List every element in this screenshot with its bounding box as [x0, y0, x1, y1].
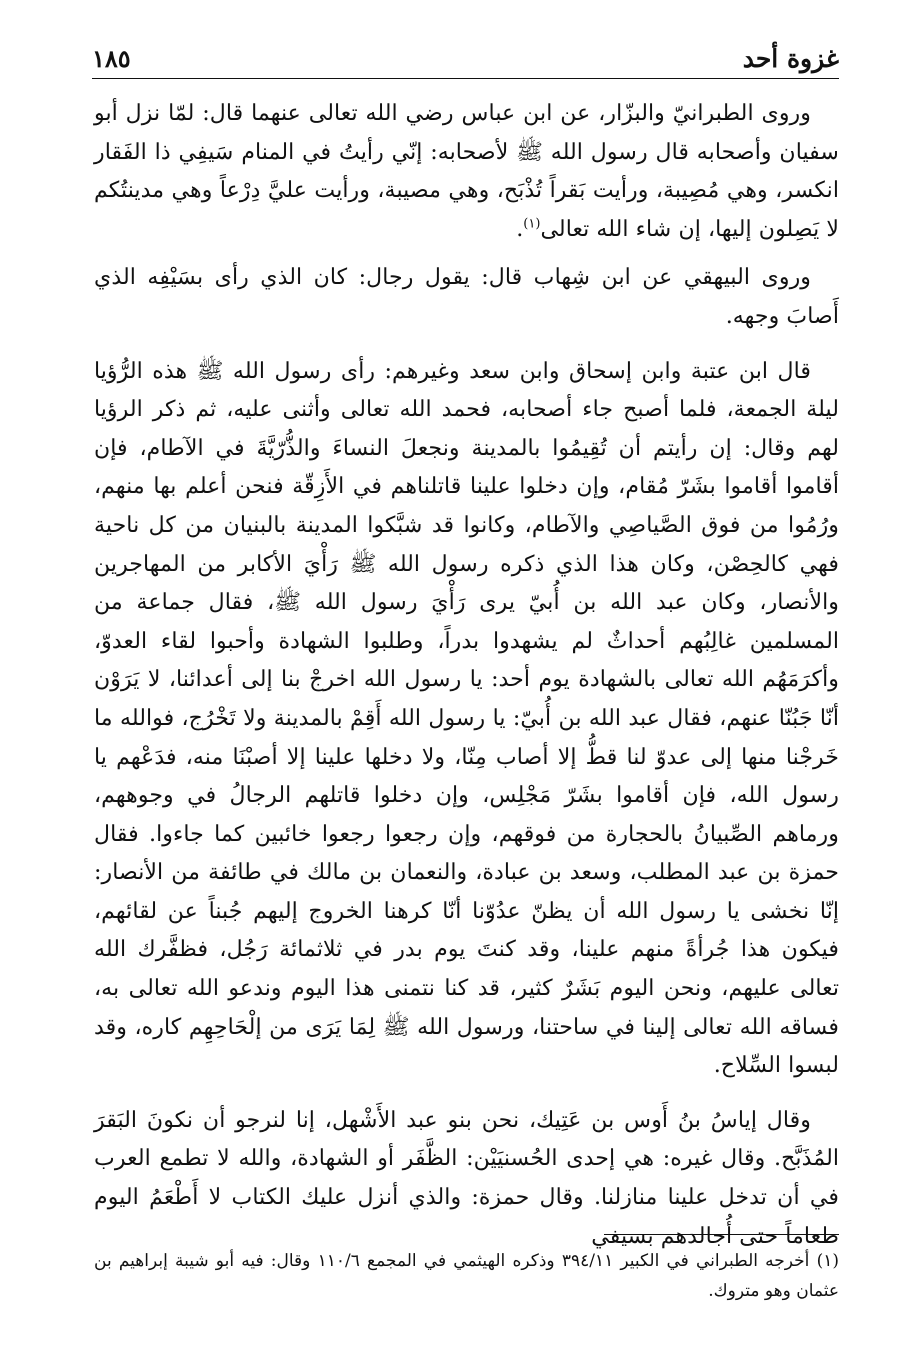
- footnote-marker: (١): [523, 216, 541, 232]
- footnote-separator: [604, 1234, 839, 1235]
- main-text: [94, 94, 839, 1265]
- page-number: ١٨٥: [92, 44, 131, 73]
- paragraph-3: قال ابن عتبة وابن إسحاق وابن سعد وغيرهم: رأى رسول الله ﷺ هذه الرُّؤيا ليلة الجمعة، فلما أصبح جاء أصحابه، فحمد الله تعالى وأثنى عليه، ثم ذكر الرؤيا لهم وقال: إن رأيتم أن تُقِيمُوا بالمدينة ونجعلَ النساءَ والذُّرّيَّةَ في الآطام، فإن أقاموا أقاموا بشَرّ مُقام، وإن دخلوا علينا قاتلناهم في الأَزِقّة فنحن أعلم بها منهم، ورُمُوا من فوق الصَّياصِي والآطام، وكانوا قد شبَّكوا المدينة بالبنيان من كل ناحية فهي كالحِصْن، وكان هذا الذي ذكره رسول الله ﷺ رَأْيَ الأكابر من المهاجرين والأنصار، وكان عبد الله بن أُبيّ يرى رَأْيَ رسول الله ﷺ، فقال جماعة من المسلمين غالِبُهم أحداثٌ لم يشهدوا بدراً، وطلبوا الشهادة وأحبوا لقاء العدوّ، وأكرَمَهُم الله تعالى بالشهادة يوم أحد: يا رسول الله اخرجْ بنا إلى أعدائنا، لا يَرَوْن أنّا جَبُنّا عنهم، فقال عبد الله بن أُبيّ: يا رسول الله أَقِمْ بالمدينة ولا تَخْرُج، فوالله ما خَرجْنا منها إلى عدوّ لنا قطُّ إلا أصاب مِنّا، ولا دخلها علينا إلا أصبْنَا منه، فدَعْهم يا رسول الله، فإن أقاموا بشَرّ مَجْلِس، وإن دخلوا قاتلهم الرجالُ في وجوههم، ورماهم الصِّبيانُ بالحجارة من فوقهم، وإن رجعوا رجعوا خائبين كما جاءوا. فقال حمزة بن عبد المطلب، وسعد بن عبادة، والنعمان بن مالك في طائفة من الأنصار: إنّا نخشى يا رسول الله أن يظنّ عدُوّنا أنّا كرهنا الخروج إليهم جُبناً عن لقائهم، فيكون هذا جُرأةً منهم علينا، وقد كنتَ يوم بدر في ثلاثمائة رَجُل، فظفَّرك الله تعالى عليهم، ونحن اليوم بَشَرٌ كثير، قد كنا نتمنى هذا اليوم وندعو الله تعالى به، فساقه الله تعالى إلينا في ساحتنا، ورسول الله ﷺ لِمَا يَرَى من إلْحَاحِهِم كاره، وقد لبسوا السِّلاح.: [94, 357, 839, 1079]
- chapter-title: غزوة أحد: [742, 44, 839, 73]
- paragraph-2: وروى البيهقي عن ابن شِهاب قال: يقول رجال: كان الذي رأى بسَيْفِه الذي أَصابَ وجهه.: [94, 264, 839, 329]
- paragraph-4: وقال إياسُ بنُ أَوس بن عَتِيك، نحن بنو عبد الأَشْهل، إنا لنرجو أن نكونَ البَقرَ المُذَبَّح. وقال غيره: هي إحدى الحُسنيَيْن: الظَّفَر أو الشهادة، والله لا تطمع العرب في أن تدخل علينا منازلنا. وقال حمزة: والذي أنزل عليك الكتاب لا أَطْعَمُ اليوم طعاماً حتى أُجالدهم بسيفي: [94, 1106, 839, 1249]
- paragraph-1-text: وروى الطبرانيّ والبزّار، عن ابن عباس رضي الله تعالى عنهما قال: لمّا نزل أبو سفيان وأصحابه قال رسول الله ﷺ لأصحابه: إنّي رأيتُ في المنام سَيفِي ذا الفَقار انكسر، وهي مُصِيبة، ورأيت بَقراً تُذْبَح، وهي مصيبة، ورأيت عليَّ دِرْعاً وهي مدينتُكم لا يَصِلون إليها، إن شاء الله تعالى: [94, 100, 839, 242]
- footnote: (١) أخرجه الطبراني في الكبير ٣٩٤/١١ وذكره الهيثمي في المجمع ١١٠/٦ وقال: فيه أبو شيبة إبراهيم بن عثمان وهو متروك.: [94, 1251, 839, 1301]
- page-header: [92, 38, 839, 79]
- paragraph-1: وروى الطبرانيّ والبزّار، عن ابن عباس رضي الله تعالى عنهما قال: لمّا نزل أبو سفيان وأصحابه قال رسول الله ﷺ لأصحابه: إنّي رأيتُ في المنام سَيفِي ذا الفَقار انكسر، وهي مُصِيبة، ورأيت بَقراً تُذْبَح، وهي مصيبة، ورأيت عليَّ دِرْعاً وهي مدينتُكم لا يَصِلون إليها، إن شاء الله تعالى$^{(١)}$.: [94, 100, 839, 242]
